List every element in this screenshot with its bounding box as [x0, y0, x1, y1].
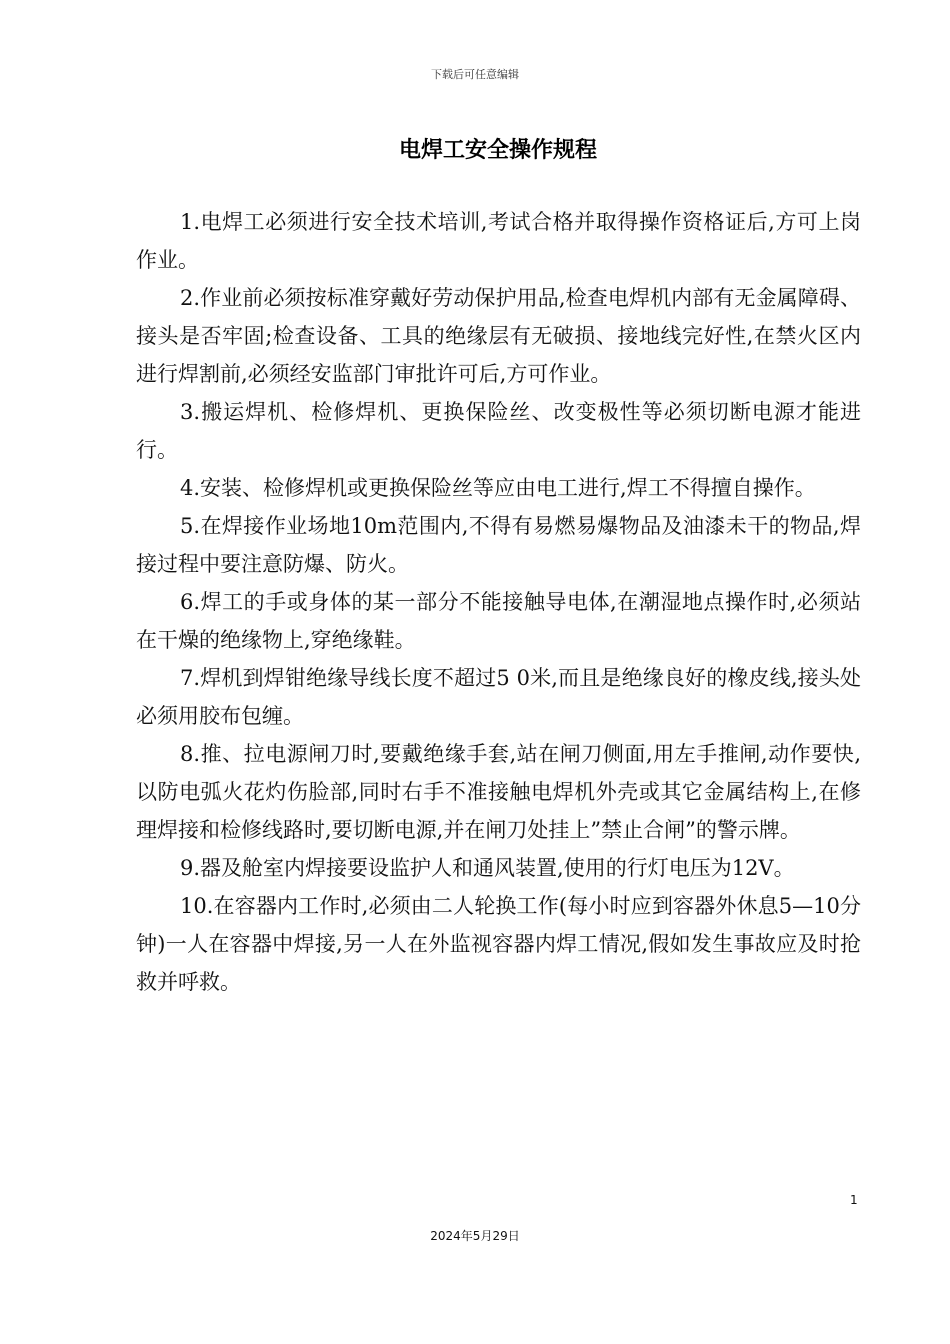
paragraph-1: 1.电焊工必须进行安全技术培训,考试合格并取得操作资格证后,方可上岗作业。	[136, 210, 861, 272]
paragraph-5: 5.在焊接作业场地10m范围内,不得有易燃易爆物品及油漆未干的物品,焊接过程中要注意防爆、防火。	[136, 514, 861, 576]
paragraph-6: 6.焊工的手或身体的某一部分不能接触导电体,在潮湿地点操作时,必须站在干燥的绝缘物上,穿绝缘鞋。	[136, 590, 861, 652]
paragraph-2: 2.作业前必须按标准穿戴好劳动保护用品,检查电焊机内部有无金属障碍、接头是否牢固;检查设备、工具的绝缘层有无破损、接地线完好性,在禁火区内进行焊割前,必须经安监部门审批许可后,方可作业。	[136, 286, 861, 386]
paragraph-10: 10.在容器内工作时,必须由二人轮换工作(每小时应到容器外休息5—10分钟)一人在容器中焊接,另一人在外监视容器内焊工情况,假如发生事故应及时抢救并呼救。	[136, 894, 861, 994]
document-title: 电焊工安全操作规程	[398, 138, 597, 163]
header-note: 下载后可任意编辑	[431, 68, 519, 81]
paragraph-8: 8.推、拉电源闸刀时,要戴绝缘手套,站在闸刀侧面,用左手推闸,动作要快,以防电弧火花灼伤脸部,同时右手不准接触电焊机外壳或其它金属结构上,在修理焊接和检修线路时,要切断电源,并在闸刀处挂上”禁止合闸”的警示牌。	[136, 742, 861, 842]
page-number: 1	[850, 1193, 858, 1207]
footer-date: 2024年5月29日	[430, 1229, 520, 1243]
paragraph-4: 4.安装、检修焊机或更换保险丝等应由电工进行,焊工不得擅自操作。	[180, 476, 816, 500]
paragraph-9: 9.器及舱室内焊接要设监护人和通风装置,使用的行灯电压为12V。	[180, 856, 795, 880]
paragraph-3: 3.搬运焊机、检修焊机、更换保险丝、改变极性等必须切断电源才能进行。	[136, 400, 861, 462]
document-body	[136, 203, 861, 1001]
paragraph-7: 7.焊机到焊钳绝缘导线长度不超过5 0米,而且是绝缘良好的橡皮线,接头处必须用胶布包缠。	[136, 666, 861, 728]
